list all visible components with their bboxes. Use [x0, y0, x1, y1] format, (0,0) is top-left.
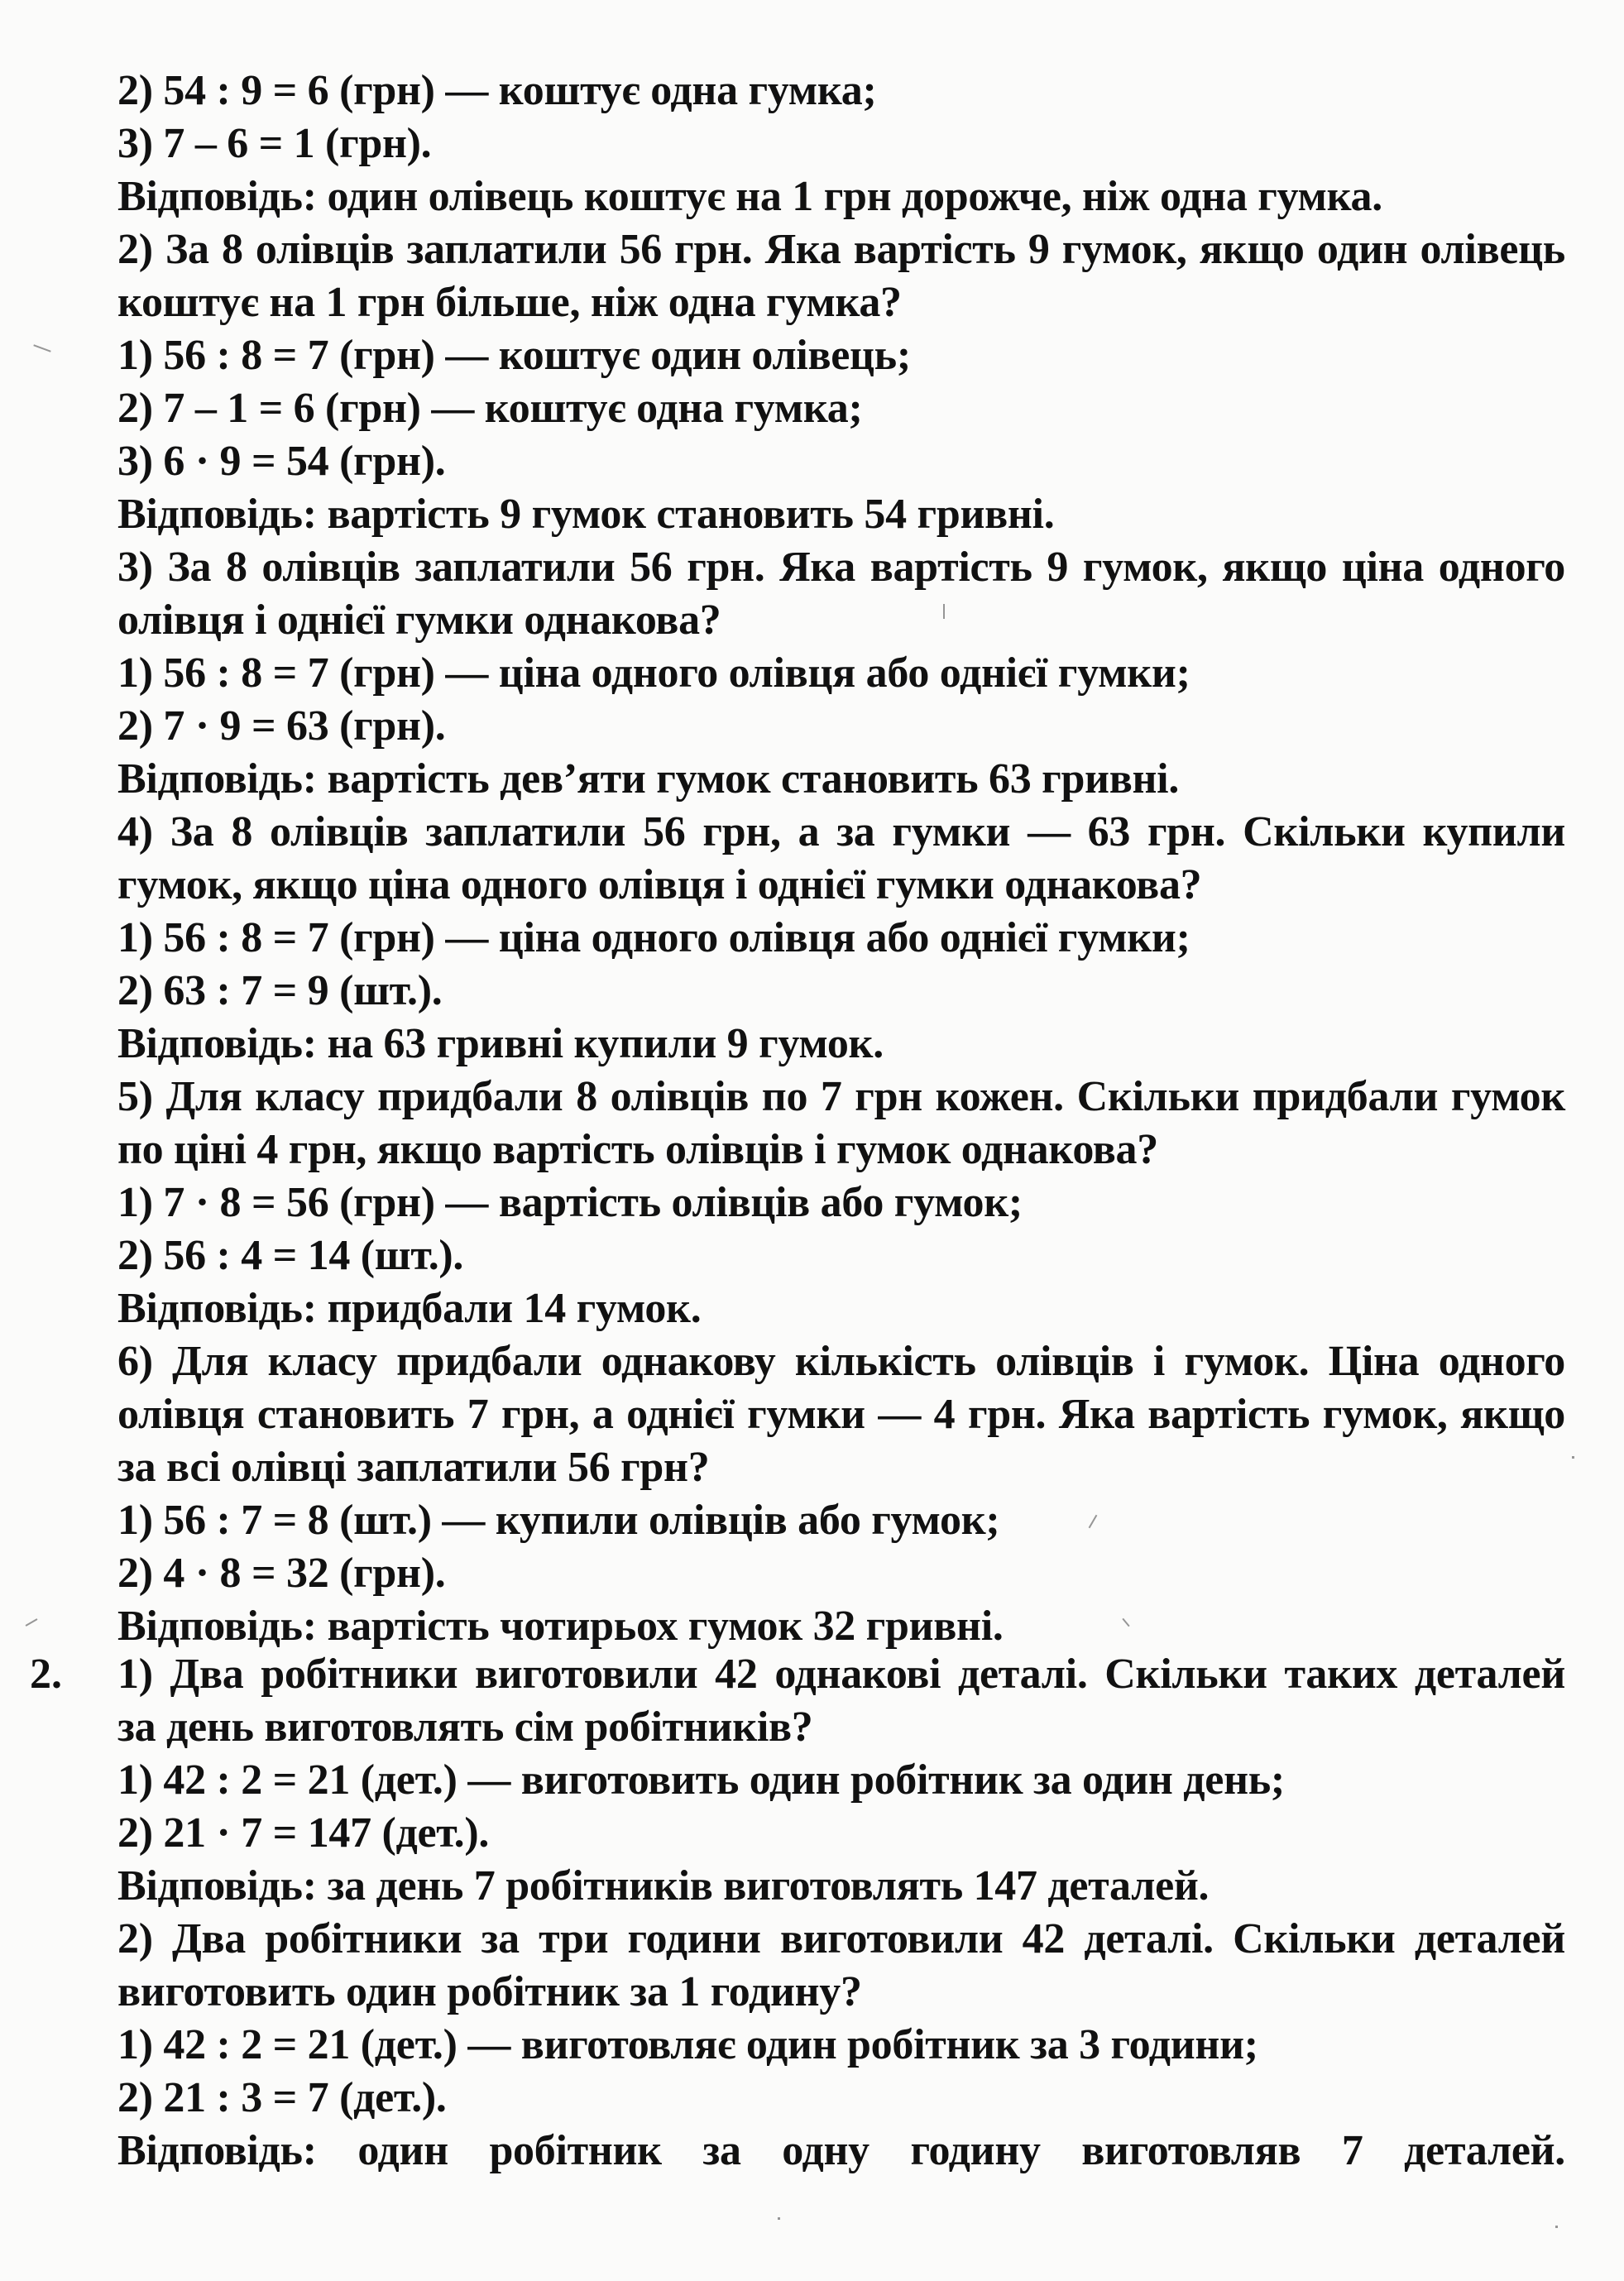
- text-line: олівця і однієї гумки однакова?: [117, 597, 721, 644]
- text-line: Відповідь: вартість 9 гумок становить 54 гривні.: [117, 491, 1055, 538]
- text-line: 1) 7 · 8 = 56 (грн) — вартість олівців або гумок;: [117, 1179, 1023, 1226]
- text-line: 2) 54 : 9 = 6 (грн) — коштує одна гумка;: [117, 67, 877, 114]
- text-line: 3) 6 · 9 = 54 (грн).: [117, 438, 446, 485]
- scan-speck: [943, 604, 945, 619]
- text-line: коштує на 1 грн більше, ніж одна гумка?: [117, 279, 902, 326]
- text-line: 5) Для класу придбали 8 олівців по 7 грн кожен. Скільки придбали гумок: [117, 1073, 1565, 1120]
- text-line: олівця становить 7 грн, а однієї гумки — 4 грн. Яка вартість гумок, якщо: [117, 1391, 1565, 1438]
- text-line: 2) 21 : 3 = 7 (дет.).: [117, 2074, 447, 2121]
- text-line: 1) 42 : 2 = 21 (дет.) — виготовляє один робітник за 3 години;: [117, 2021, 1258, 2068]
- text-line: 2) Два робітники за три години виготовили 42 деталі. Скільки деталей: [117, 1915, 1565, 1962]
- scan-speck: [778, 2217, 780, 2220]
- text-line: 3) 7 – 6 = 1 (грн).: [117, 120, 432, 167]
- text-line: 2) 63 : 7 = 9 (шт.).: [117, 967, 443, 1014]
- text-line: Відповідь: вартість чотирьох гумок 32 гривні.: [117, 1603, 1004, 1650]
- text-line: 2) 7 · 9 = 63 (грн).: [117, 702, 446, 750]
- text-line: 2) 7 – 1 = 6 (грн) — коштує одна гумка;: [117, 385, 863, 432]
- text-line: виготовить один робітник за 1 годину?: [117, 1968, 862, 2015]
- text-line: 1) 56 : 8 = 7 (грн) — коштує один олівець;: [117, 332, 911, 379]
- scan-speck: [1555, 2226, 1558, 2228]
- text-line: 1) 56 : 8 = 7 (грн) — ціна одного олівця або однієї гумки;: [117, 649, 1190, 697]
- text-line: 1) 56 : 8 = 7 (грн) — ціна одного олівця або однієї гумки;: [117, 914, 1190, 961]
- text-line: 2) За 8 олівців заплатили 56 грн. Яка вартість 9 гумок, якщо один олівець: [117, 226, 1565, 273]
- text-line: 2) 21 · 7 = 147 (дет.).: [117, 1809, 490, 1857]
- text-line: Відповідь: один олівець коштує на 1 грн дорожче, ніж одна гумка.: [117, 173, 1382, 220]
- text-line: 2) 56 : 4 = 14 (шт.).: [117, 1232, 464, 1279]
- text-line: Відповідь: за день 7 робітників виготовлять 147 деталей.: [117, 1862, 1210, 1910]
- text-line: Відповідь: один робітник за одну годину виготовляв 7 деталей.: [117, 2127, 1565, 2174]
- scan-speck: [1572, 1456, 1574, 1459]
- text-line: Відповідь: придбали 14 гумок.: [117, 1285, 702, 1332]
- text-line: по ціні 4 грн, якщо вартість олівців і гумок однакова?: [117, 1126, 1158, 1173]
- task-number: 2.: [30, 1651, 62, 1698]
- text-line: Відповідь: вартість дев’яти гумок становить 63 гривні.: [117, 755, 1180, 803]
- text-line: Відповідь: на 63 гривні купили 9 гумок.: [117, 1020, 884, 1067]
- text-line: 6) Для класу придбали однакову кількість олівців і гумок. Ціна одного: [117, 1338, 1565, 1385]
- text-line: 2) 4 · 8 = 32 (грн).: [117, 1550, 446, 1597]
- text-line: за день виготовлять сім робітників?: [117, 1704, 813, 1751]
- scan-speck: [26, 1618, 38, 1627]
- scan-speck: [33, 344, 50, 352]
- text-line: 4) За 8 олівців заплатили 56 грн, а за гумки — 63 грн. Скільки купили: [117, 808, 1565, 855]
- text-line: 1) 42 : 2 = 21 (дет.) — виготовить один робітник за один день;: [117, 1756, 1285, 1804]
- text-line: гумок, якщо ціна одного олівця і однієї гумки однакова?: [117, 861, 1202, 908]
- text-line: 1) 56 : 7 = 8 (шт.) — купили олівців або гумок;: [117, 1497, 1000, 1544]
- text-line: 3) За 8 олівців заплатили 56 грн. Яка вартість 9 гумок, якщо ціна одного: [117, 544, 1565, 591]
- text-line: за всі олівці заплатили 56 грн?: [117, 1444, 710, 1491]
- text-line: 1) Два робітники виготовили 42 однакові деталі. Скільки таких деталей: [117, 1651, 1565, 1698]
